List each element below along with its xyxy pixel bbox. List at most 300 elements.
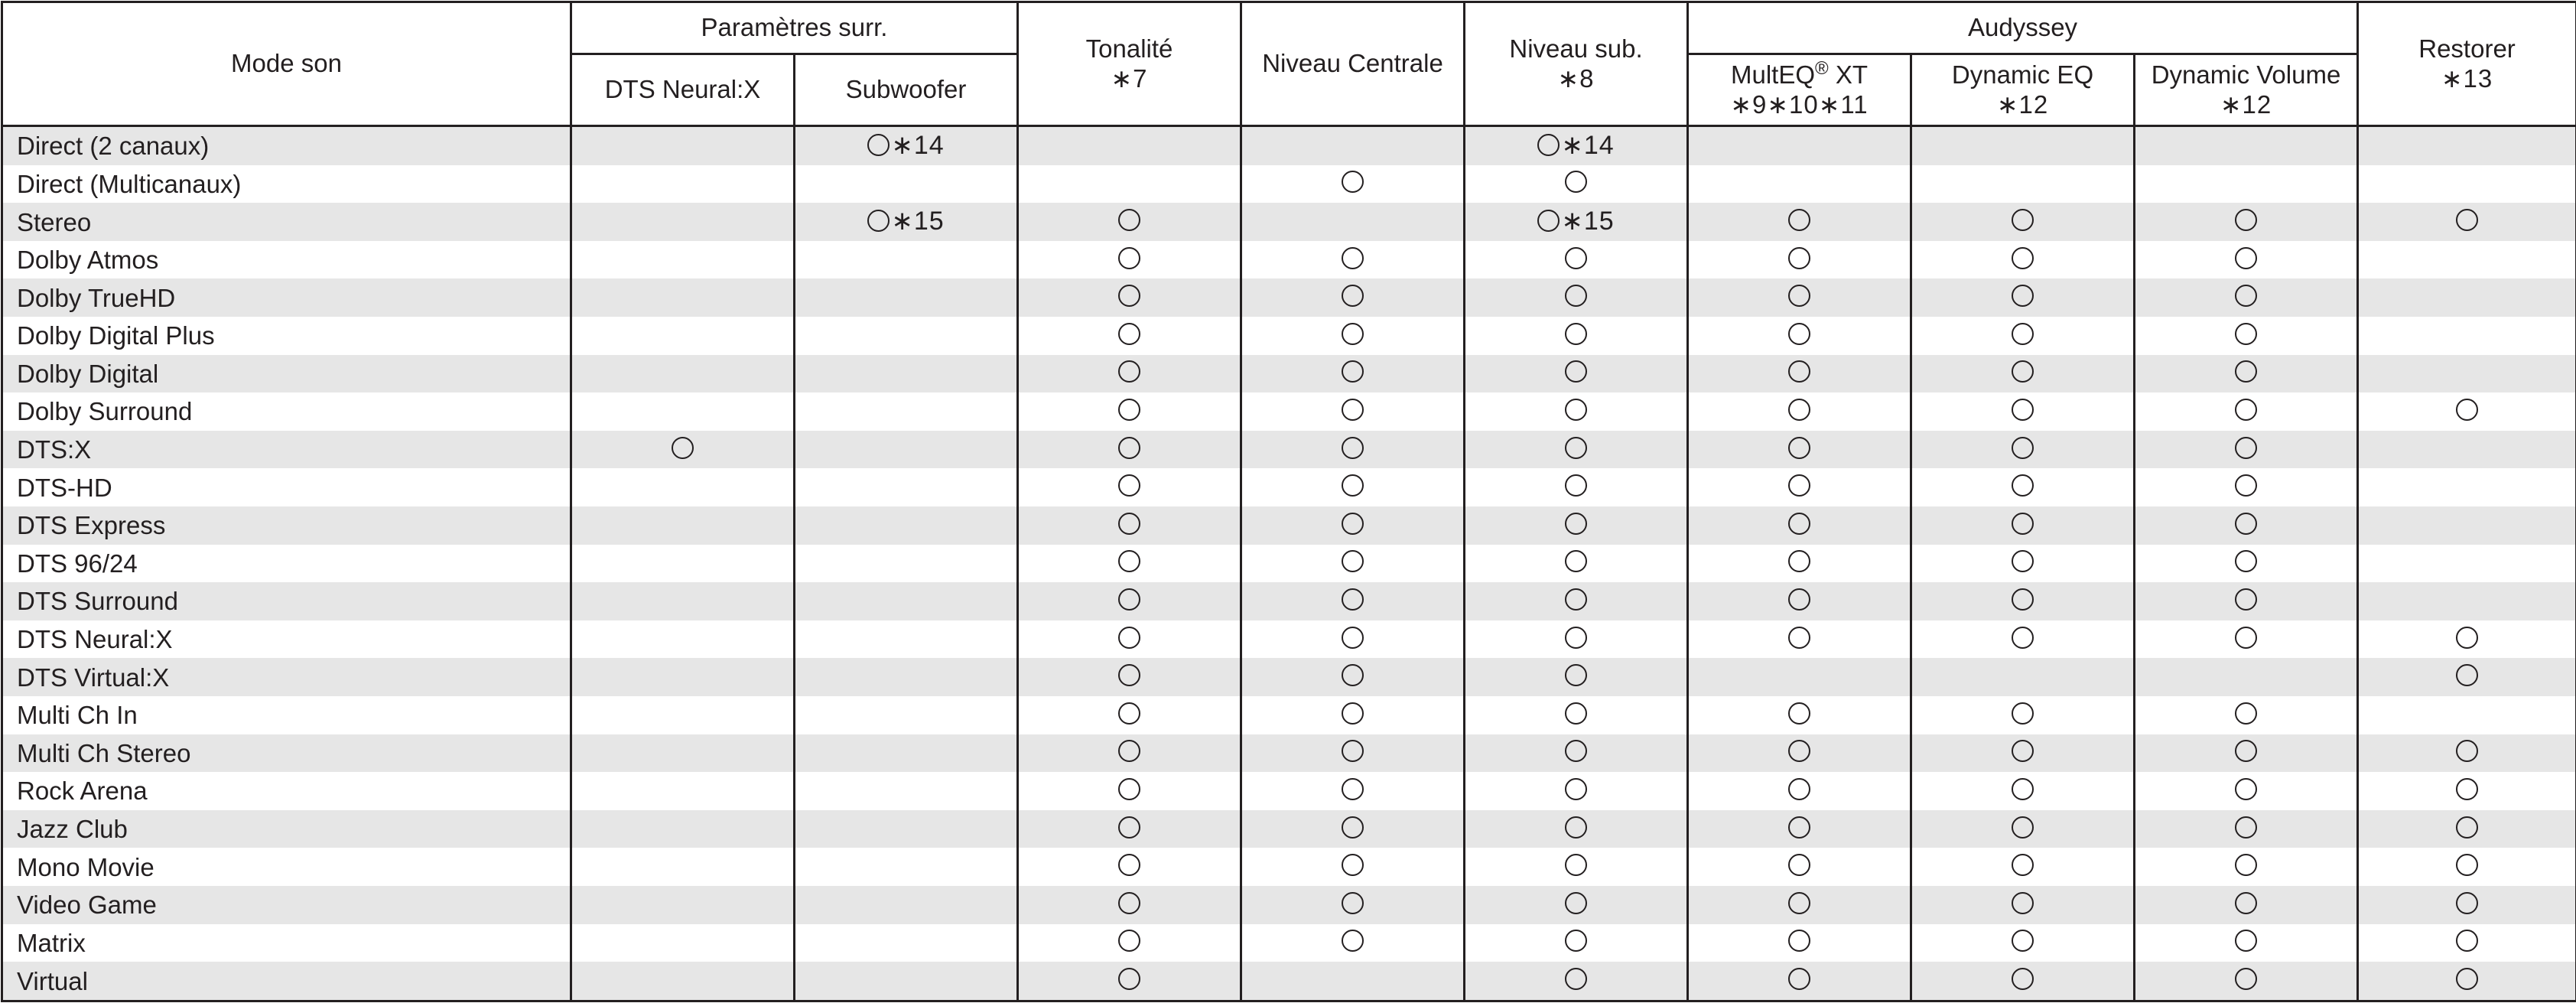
cell-content bbox=[1118, 892, 1140, 914]
cell-restorer bbox=[2358, 886, 2576, 924]
cell-content bbox=[2012, 816, 2034, 839]
cell-content bbox=[1118, 627, 1140, 649]
header-multeq-xt bbox=[1688, 54, 1911, 126]
header-niveau-sub bbox=[1465, 2, 1688, 126]
circle-mark-icon bbox=[1342, 285, 1364, 307]
cell-niveau-sub bbox=[1465, 431, 1688, 469]
cell-content bbox=[1565, 323, 1587, 345]
cell-content bbox=[2012, 474, 2034, 497]
circle-mark-icon bbox=[2012, 702, 2034, 725]
cell-content bbox=[1565, 892, 1587, 914]
circle-mark-icon bbox=[1118, 360, 1140, 383]
circle-mark-icon bbox=[1118, 437, 1140, 459]
cell-content bbox=[1565, 550, 1587, 572]
cell-niveau-centrale bbox=[1241, 772, 1465, 810]
circle-mark-icon bbox=[2456, 209, 2478, 231]
table-row bbox=[2, 962, 2576, 1001]
cell-content bbox=[2235, 892, 2257, 914]
cell-multeq-xt bbox=[1688, 810, 1911, 848]
circle-mark-icon bbox=[1118, 247, 1140, 269]
cell-content bbox=[1788, 550, 1810, 572]
cell-dts-neural-x bbox=[571, 620, 795, 659]
cell-content bbox=[1565, 247, 1587, 269]
cell-content bbox=[1788, 968, 1810, 990]
cell-niveau-centrale bbox=[1241, 203, 1465, 241]
cell-content bbox=[1788, 588, 1810, 611]
circle-mark-icon bbox=[1342, 854, 1364, 876]
cell-content bbox=[1565, 854, 1587, 876]
cell-dynamic-eq bbox=[1911, 355, 2135, 393]
sound-mode-name: Direct (2 canaux) bbox=[2, 126, 571, 165]
cell-dts-neural-x bbox=[571, 165, 795, 204]
circle-mark-icon bbox=[1342, 474, 1364, 497]
circle-mark-icon bbox=[1565, 740, 1587, 762]
cell-tonalite bbox=[1018, 620, 1241, 659]
cell-restorer bbox=[2358, 317, 2576, 355]
cell-content bbox=[1788, 285, 1810, 307]
circle-mark-icon bbox=[1118, 399, 1140, 421]
sound-mode-name: Dolby Digital Plus bbox=[2, 317, 571, 355]
table-row bbox=[2, 848, 2576, 886]
header-multeq-prefix: MultEQ bbox=[1730, 60, 1816, 89]
circle-mark-icon bbox=[2235, 209, 2257, 231]
cell-dts-neural-x bbox=[571, 241, 795, 279]
cell-niveau-centrale bbox=[1241, 468, 1465, 506]
circle-mark-icon bbox=[1342, 360, 1364, 383]
cell-content bbox=[1118, 399, 1140, 421]
cell-niveau-sub bbox=[1465, 658, 1688, 696]
cell-content bbox=[1537, 208, 1614, 234]
cell-content bbox=[2456, 399, 2478, 421]
cell-content bbox=[1342, 399, 1364, 421]
circle-mark-icon bbox=[1565, 513, 1587, 535]
cell-tonalite bbox=[1018, 696, 1241, 734]
cell-dts-neural-x bbox=[571, 431, 795, 469]
table-row bbox=[2, 545, 2576, 583]
table-row bbox=[2, 278, 2576, 317]
cell-niveau-sub bbox=[1465, 126, 1688, 165]
cell-subwoofer bbox=[795, 696, 1018, 734]
cell-multeq-xt bbox=[1688, 278, 1911, 317]
cell-tonalite bbox=[1018, 392, 1241, 431]
cell-content bbox=[1342, 854, 1364, 876]
circle-mark-icon bbox=[2456, 968, 2478, 990]
cell-dts-neural-x bbox=[571, 506, 795, 545]
header-mode-son: Mode son bbox=[2, 2, 571, 126]
cell-content bbox=[1118, 550, 1140, 572]
cell-content bbox=[2012, 513, 2034, 535]
cell-dynamic-volume bbox=[2135, 734, 2358, 773]
circle-mark-icon bbox=[1565, 892, 1587, 914]
cell-content bbox=[1342, 474, 1364, 497]
cell-content bbox=[2235, 550, 2257, 572]
circle-mark-icon bbox=[1118, 930, 1140, 952]
cell-dynamic-volume bbox=[2135, 545, 2358, 583]
cell-content bbox=[2235, 474, 2257, 497]
cell-content bbox=[2235, 437, 2257, 459]
cell-content bbox=[1118, 930, 1140, 952]
cell-niveau-centrale bbox=[1241, 126, 1465, 165]
circle-mark-icon bbox=[1342, 627, 1364, 649]
sound-mode-name: Dolby Surround bbox=[2, 392, 571, 431]
cell-content bbox=[1788, 209, 1810, 231]
cell-dynamic-volume bbox=[2135, 658, 2358, 696]
cell-content bbox=[2012, 247, 2034, 269]
cell-restorer bbox=[2358, 620, 2576, 659]
cell-dts-neural-x bbox=[571, 203, 795, 241]
cell-content bbox=[1342, 664, 1364, 686]
cell-multeq-xt bbox=[1688, 431, 1911, 469]
cell-content bbox=[2235, 323, 2257, 345]
cell-content bbox=[1342, 778, 1364, 800]
cell-content bbox=[1118, 740, 1140, 762]
circle-mark-icon bbox=[1788, 399, 1810, 421]
header-group-audyssey: Audyssey bbox=[1688, 2, 2358, 54]
header-dynamic-volume-note: ∗12 bbox=[2220, 90, 2272, 119]
cell-content bbox=[2012, 627, 2034, 649]
cell-niveau-centrale bbox=[1241, 848, 1465, 886]
circle-mark-icon bbox=[1788, 437, 1810, 459]
cell-multeq-xt bbox=[1688, 126, 1911, 165]
circle-mark-icon bbox=[2012, 627, 2034, 649]
cell-niveau-centrale bbox=[1241, 431, 1465, 469]
cell-niveau-sub bbox=[1465, 468, 1688, 506]
cell-content bbox=[1118, 968, 1140, 990]
circle-mark-icon bbox=[2235, 892, 2257, 914]
cell-tonalite bbox=[1018, 241, 1241, 279]
cell-content bbox=[2012, 437, 2034, 459]
cell-subwoofer bbox=[795, 431, 1018, 469]
sound-mode-name: Multi Ch In bbox=[2, 696, 571, 734]
circle-mark-icon bbox=[2456, 778, 2478, 800]
cell-dts-neural-x bbox=[571, 886, 795, 924]
sound-mode-name: Dolby TrueHD bbox=[2, 278, 571, 317]
cell-dynamic-eq bbox=[1911, 468, 2135, 506]
circle-mark-icon bbox=[1565, 360, 1587, 383]
cell-dynamic-eq bbox=[1911, 658, 2135, 696]
cell-content bbox=[1118, 247, 1140, 269]
circle-mark-icon bbox=[2012, 323, 2034, 345]
cell-content bbox=[2456, 778, 2478, 800]
cell-content bbox=[1118, 816, 1140, 839]
cell-restorer bbox=[2358, 165, 2576, 204]
cell-content bbox=[1788, 474, 1810, 497]
cell-niveau-centrale bbox=[1241, 620, 1465, 659]
cell-content bbox=[1342, 588, 1364, 611]
circle-mark-icon bbox=[1342, 437, 1364, 459]
cell-tonalite bbox=[1018, 545, 1241, 583]
cell-dts-neural-x bbox=[571, 848, 795, 886]
cell-content bbox=[2012, 854, 2034, 876]
cell-multeq-xt bbox=[1688, 241, 1911, 279]
cell-content bbox=[2456, 816, 2478, 839]
sound-mode-name: Multi Ch Stereo bbox=[2, 734, 571, 773]
circle-mark-icon bbox=[2235, 778, 2257, 800]
sound-mode-name: Dolby Digital bbox=[2, 355, 571, 393]
cell-subwoofer bbox=[795, 165, 1018, 204]
circle-mark-icon bbox=[1537, 134, 1560, 156]
cell-dynamic-volume bbox=[2135, 620, 2358, 659]
cell-content bbox=[1342, 816, 1364, 839]
cell-content bbox=[1565, 474, 1587, 497]
circle-mark-icon bbox=[2456, 854, 2478, 876]
cell-niveau-sub bbox=[1465, 317, 1688, 355]
cell-subwoofer bbox=[795, 620, 1018, 659]
circle-mark-icon bbox=[1342, 778, 1364, 800]
cell-content bbox=[1342, 437, 1364, 459]
circle-mark-icon bbox=[1788, 209, 1810, 231]
header-group-parametres-surr: Paramètres surr. bbox=[571, 2, 1018, 54]
cell-niveau-sub bbox=[1465, 241, 1688, 279]
circle-mark-icon bbox=[1565, 247, 1587, 269]
circle-mark-icon bbox=[2012, 588, 2034, 611]
circle-mark-icon bbox=[2235, 702, 2257, 725]
table-row bbox=[2, 810, 2576, 848]
cell-content bbox=[1118, 285, 1140, 307]
circle-mark-icon bbox=[2012, 816, 2034, 839]
cell-content bbox=[2456, 627, 2478, 649]
cell-dts-neural-x bbox=[571, 696, 795, 734]
cell-niveau-centrale bbox=[1241, 962, 1465, 1001]
footnote-ref: ∗15 bbox=[1561, 206, 1615, 236]
cell-dts-neural-x bbox=[571, 468, 795, 506]
header-tonalite bbox=[1018, 2, 1241, 126]
cell-dynamic-eq bbox=[1911, 962, 2135, 1001]
cell-multeq-xt bbox=[1688, 696, 1911, 734]
cell-niveau-sub bbox=[1465, 848, 1688, 886]
circle-mark-icon bbox=[1342, 171, 1364, 193]
cell-tonalite bbox=[1018, 278, 1241, 317]
cell-content bbox=[2235, 816, 2257, 839]
circle-mark-icon bbox=[2012, 474, 2034, 497]
cell-dynamic-volume bbox=[2135, 126, 2358, 165]
cell-content bbox=[1118, 437, 1140, 459]
cell-restorer bbox=[2358, 696, 2576, 734]
header-tonalite-label: Tonalité bbox=[1085, 34, 1173, 63]
cell-multeq-xt bbox=[1688, 545, 1911, 583]
cell-dynamic-eq bbox=[1911, 278, 2135, 317]
circle-mark-icon bbox=[1565, 702, 1587, 725]
cell-dynamic-eq bbox=[1911, 696, 2135, 734]
table-row bbox=[2, 658, 2576, 696]
cell-dts-neural-x bbox=[571, 924, 795, 962]
circle-mark-icon bbox=[1788, 854, 1810, 876]
circle-mark-icon bbox=[2235, 247, 2257, 269]
cell-content bbox=[1788, 247, 1810, 269]
table-row bbox=[2, 203, 2576, 241]
cell-multeq-xt bbox=[1688, 924, 1911, 962]
cell-niveau-centrale bbox=[1241, 696, 1465, 734]
circle-mark-icon bbox=[2456, 627, 2478, 649]
circle-mark-icon bbox=[1118, 854, 1140, 876]
cell-dynamic-eq bbox=[1911, 392, 2135, 431]
circle-mark-icon bbox=[1342, 664, 1364, 686]
cell-content bbox=[1118, 702, 1140, 725]
cell-dynamic-volume bbox=[2135, 165, 2358, 204]
cell-dynamic-eq bbox=[1911, 582, 2135, 620]
cell-tonalite bbox=[1018, 962, 1241, 1001]
circle-mark-icon bbox=[2456, 892, 2478, 914]
sound-mode-settings-table bbox=[1, 1, 2576, 1002]
circle-mark-icon bbox=[2235, 930, 2257, 952]
cell-niveau-centrale bbox=[1241, 658, 1465, 696]
cell-dts-neural-x bbox=[571, 734, 795, 773]
circle-mark-icon bbox=[1788, 588, 1810, 611]
cell-niveau-sub bbox=[1465, 355, 1688, 393]
header-dynamic-volume bbox=[2135, 54, 2358, 126]
cell-multeq-xt bbox=[1688, 392, 1911, 431]
cell-subwoofer bbox=[795, 468, 1018, 506]
cell-dts-neural-x bbox=[571, 962, 795, 1001]
cell-subwoofer bbox=[795, 203, 1018, 241]
sound-mode-name: DTS-HD bbox=[2, 468, 571, 506]
cell-content bbox=[2012, 285, 2034, 307]
header-dts-neural-x: DTS Neural:X bbox=[571, 54, 795, 126]
sound-mode-name: Dolby Atmos bbox=[2, 241, 571, 279]
circle-mark-icon bbox=[1565, 930, 1587, 952]
cell-dynamic-volume bbox=[2135, 203, 2358, 241]
circle-mark-icon bbox=[1565, 550, 1587, 572]
circle-mark-icon bbox=[2012, 892, 2034, 914]
circle-mark-icon bbox=[1342, 247, 1364, 269]
cell-restorer bbox=[2358, 392, 2576, 431]
circle-mark-icon bbox=[2235, 740, 2257, 762]
circle-mark-icon bbox=[2235, 360, 2257, 383]
cell-content bbox=[1118, 474, 1140, 497]
circle-mark-icon bbox=[2012, 968, 2034, 990]
cell-subwoofer bbox=[795, 924, 1018, 962]
footnote-ref: ∗14 bbox=[891, 130, 945, 160]
cell-content bbox=[1537, 132, 1614, 158]
cell-subwoofer bbox=[795, 126, 1018, 165]
cell-tonalite bbox=[1018, 506, 1241, 545]
cell-restorer bbox=[2358, 658, 2576, 696]
cell-content bbox=[1342, 740, 1364, 762]
cell-niveau-sub bbox=[1465, 772, 1688, 810]
circle-mark-icon bbox=[1118, 816, 1140, 839]
cell-multeq-xt bbox=[1688, 317, 1911, 355]
cell-content bbox=[2012, 588, 2034, 611]
cell-content bbox=[2012, 550, 2034, 572]
cell-content bbox=[2012, 968, 2034, 990]
circle-mark-icon bbox=[2456, 399, 2478, 421]
cell-dynamic-eq bbox=[1911, 165, 2135, 204]
circle-mark-icon bbox=[2235, 816, 2257, 839]
circle-mark-icon bbox=[1342, 702, 1364, 725]
sound-mode-name: DTS Surround bbox=[2, 582, 571, 620]
header-dynamic-eq-note: ∗12 bbox=[1996, 90, 2049, 119]
circle-mark-icon bbox=[1565, 171, 1587, 193]
cell-content bbox=[2456, 930, 2478, 952]
cell-restorer bbox=[2358, 734, 2576, 773]
circle-mark-icon bbox=[1788, 702, 1810, 725]
circle-mark-icon bbox=[1118, 627, 1140, 649]
circle-mark-icon bbox=[1788, 550, 1810, 572]
table-row bbox=[2, 886, 2576, 924]
cell-content bbox=[1788, 437, 1810, 459]
circle-mark-icon bbox=[2012, 285, 2034, 307]
circle-mark-icon bbox=[1788, 323, 1810, 345]
cell-content bbox=[1342, 247, 1364, 269]
circle-mark-icon bbox=[2235, 513, 2257, 535]
circle-mark-icon bbox=[2012, 930, 2034, 952]
cell-content bbox=[2456, 854, 2478, 876]
cell-niveau-centrale bbox=[1241, 886, 1465, 924]
cell-dynamic-volume bbox=[2135, 241, 2358, 279]
cell-content bbox=[2012, 740, 2034, 762]
cell-content bbox=[1342, 171, 1364, 193]
cell-content bbox=[1565, 285, 1587, 307]
cell-content bbox=[2235, 968, 2257, 990]
cell-content bbox=[1118, 664, 1140, 686]
cell-niveau-centrale bbox=[1241, 392, 1465, 431]
circle-mark-icon bbox=[1537, 210, 1560, 232]
sound-mode-name: Jazz Club bbox=[2, 810, 571, 848]
cell-niveau-centrale bbox=[1241, 278, 1465, 317]
cell-content bbox=[2235, 285, 2257, 307]
header-dynamic-eq bbox=[1911, 54, 2135, 126]
cell-dynamic-volume bbox=[2135, 848, 2358, 886]
sound-mode-name: Matrix bbox=[2, 924, 571, 962]
table-row bbox=[2, 317, 2576, 355]
circle-mark-icon bbox=[2012, 740, 2034, 762]
cell-content bbox=[2235, 854, 2257, 876]
cell-restorer bbox=[2358, 545, 2576, 583]
cell-dts-neural-x bbox=[571, 392, 795, 431]
cell-dynamic-eq bbox=[1911, 545, 2135, 583]
cell-restorer bbox=[2358, 848, 2576, 886]
cell-content bbox=[1788, 816, 1810, 839]
cell-subwoofer bbox=[795, 848, 1018, 886]
cell-subwoofer bbox=[795, 658, 1018, 696]
circle-mark-icon bbox=[1342, 399, 1364, 421]
header-niveau-sub-note: ∗8 bbox=[1557, 64, 1595, 93]
circle-mark-icon bbox=[1565, 437, 1587, 459]
sound-mode-name: Virtual bbox=[2, 962, 571, 1001]
table-row bbox=[2, 734, 2576, 773]
circle-mark-icon bbox=[1342, 740, 1364, 762]
circle-mark-icon bbox=[1342, 892, 1364, 914]
header-multeq-suffix: XT bbox=[1828, 60, 1869, 89]
cell-niveau-centrale bbox=[1241, 924, 1465, 962]
cell-dynamic-eq bbox=[1911, 886, 2135, 924]
cell-dynamic-eq bbox=[1911, 772, 2135, 810]
circle-mark-icon bbox=[2012, 399, 2034, 421]
cell-subwoofer bbox=[795, 962, 1018, 1001]
header-multeq-xt-label bbox=[1689, 57, 1910, 90]
cell-niveau-sub bbox=[1465, 620, 1688, 659]
circle-mark-icon bbox=[1565, 816, 1587, 839]
cell-subwoofer bbox=[795, 241, 1018, 279]
cell-niveau-centrale bbox=[1241, 165, 1465, 204]
cell-dts-neural-x bbox=[571, 582, 795, 620]
cell-dynamic-volume bbox=[2135, 886, 2358, 924]
cell-content bbox=[2456, 968, 2478, 990]
header-dynamic-volume-label: Dynamic Volume bbox=[2151, 60, 2341, 89]
cell-niveau-centrale bbox=[1241, 317, 1465, 355]
cell-tonalite bbox=[1018, 126, 1241, 165]
cell-niveau-centrale bbox=[1241, 810, 1465, 848]
cell-content bbox=[2235, 930, 2257, 952]
cell-restorer bbox=[2358, 924, 2576, 962]
circle-mark-icon bbox=[1118, 664, 1140, 686]
table-row bbox=[2, 392, 2576, 431]
circle-mark-icon bbox=[2012, 247, 2034, 269]
cell-content bbox=[2235, 513, 2257, 535]
cell-content bbox=[1342, 930, 1364, 952]
circle-mark-icon bbox=[2235, 550, 2257, 572]
cell-tonalite bbox=[1018, 355, 1241, 393]
